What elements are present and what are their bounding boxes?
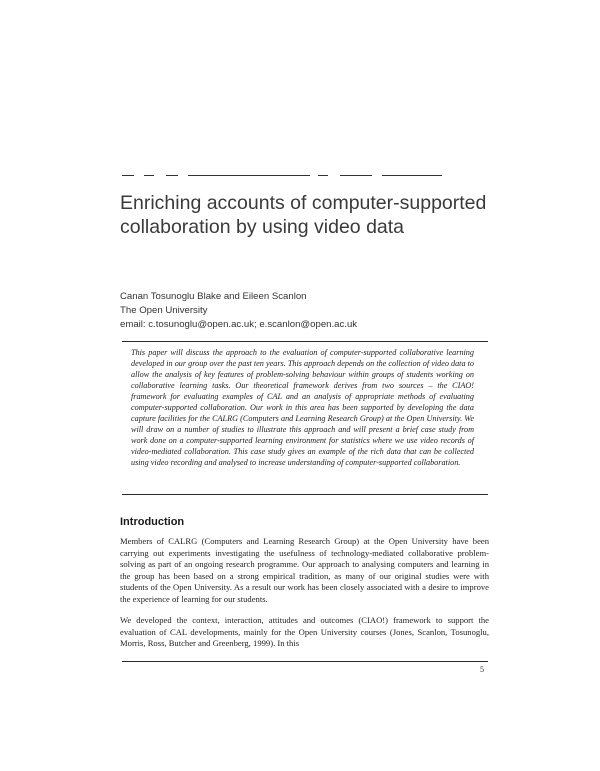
author-affiliation: The Open University (120, 305, 208, 316)
title-line: collaboration by using video data (120, 216, 405, 238)
top-rule (340, 175, 372, 176)
title-line: Enriching accounts of computer-supported (120, 192, 487, 214)
top-rule (318, 175, 328, 176)
page-number: 5 (480, 665, 484, 674)
top-rule (382, 175, 442, 176)
body-paragraph: Members of CALRG (Computers and Learning Research Group) at the Open University have been carrying out experiments investigating the usefulness of technology-mediated collaborative problem-solving as part of an ongoing research programme. Our approach to analysing computers and learning in the group has been based on a strong empirical tradition, as many of our original studies were with students of the Open University. As a result our work has been closely associated with a desire to improve the experience of learning for our students. (120, 536, 489, 604)
abstract-top-rule (122, 341, 488, 342)
abstract-bottom-rule (122, 494, 488, 495)
top-rule (166, 175, 178, 176)
section-heading: Introduction (120, 516, 185, 528)
author-email: email: c.tosunoglu@open.ac.uk; e.scanlon@open.ac.uk (120, 319, 358, 330)
author-names: Canan Tosunoglu Blake and Eileen Scanlon (120, 291, 307, 302)
footer-rule (122, 661, 488, 662)
body-paragraph: We developed the context, interaction, attitudes and outcomes (CIAO!) framework to support the evaluation of CAL developments, mainly for the Open University courses (Jones, Scanlon, Tosunoglu, Morris, Ross, Butcher and Greenberg, 1999). In this (120, 615, 489, 649)
author-block (120, 290, 500, 332)
top-rule (122, 175, 134, 176)
top-rule (144, 175, 154, 176)
abstract: This paper will discuss the approach to the evaluation of computer-supported collaborative learning developed in our group over the past ten years. This approach depends on the collection of video data to allow the analysis of key features of problem-solving behaviour within groups of students working on collaborative learning tasks. Our theoretical framework derives from two sources – the CIAO! framework for evaluating examples of CAL and an analysis of appropriate methods of evaluating computer-supported collaboration. Our work in this area has been supported by developing the data capture facilities for the CALRG (Computers and Learning Research Group) at the Open University. We will draw on a number of studies to illustrate this approach and will present a brief case study from work done on a computer-supported learning environment for statistics where we use video records of video-mediated collaboration. This case study gives an example of the rich data that can be collected using video recording and analysed to increase understanding of computer-supported collaboration. (131, 348, 474, 467)
top-rule (188, 175, 310, 176)
paper-title (120, 191, 500, 239)
